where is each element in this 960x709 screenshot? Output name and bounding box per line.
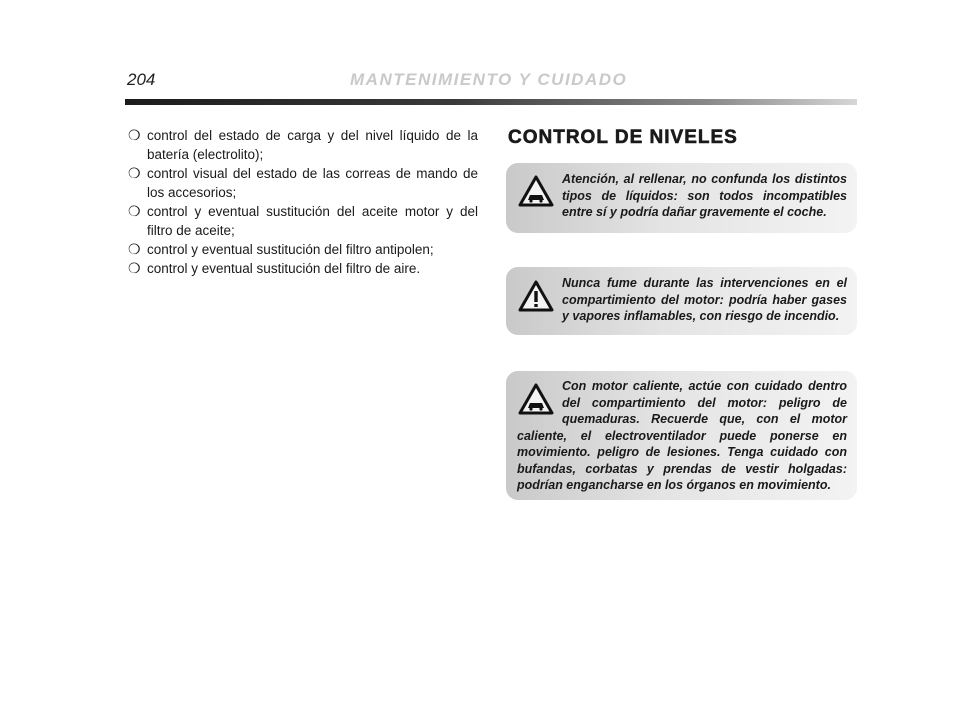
page-number: 204 xyxy=(127,70,156,89)
warning-text-wrapper xyxy=(517,378,847,494)
warning-text: Atención, al rellenar, no confunda los distintos tipos de líquidos: son todos incompatibles entre sí y podría dañar gravemente el coche. xyxy=(562,172,847,219)
list-item-text: control visual del estado de las correas de mando de los accesorios; xyxy=(147,166,478,200)
list-item xyxy=(128,164,478,202)
list-item xyxy=(128,259,478,278)
list-item xyxy=(128,240,478,259)
header-rule xyxy=(125,99,857,105)
circle-bullet-icon: ❍ xyxy=(128,260,141,276)
list-item-text: control y eventual sustitución del filtro de aire. xyxy=(147,261,421,276)
warning-text: Nunca fume durante las intervenciones en el compartimiento del motor: podría haber gases y vapores inflamables, con riesgo de incendio. xyxy=(562,276,847,323)
circle-bullet-icon: ❍ xyxy=(128,165,141,181)
warning-box-no-smoking xyxy=(506,267,857,335)
list-item xyxy=(128,126,478,164)
circle-bullet-icon: ❍ xyxy=(128,241,141,257)
warning-box-fluids xyxy=(506,163,857,233)
maintenance-checklist xyxy=(128,126,478,278)
list-item xyxy=(128,202,478,240)
warning-box-hot-engine xyxy=(506,371,857,500)
section-title-control-de-niveles: CONTROL DE NIVELES xyxy=(508,127,738,148)
circle-bullet-icon: ❍ xyxy=(128,203,141,219)
header-section-title: MANTENIMIENTO Y CUIDADO xyxy=(350,70,628,89)
list-item-text: control y eventual sustitución del aceite motor y del filtro de aceite; xyxy=(147,204,478,238)
exclamation-warning-icon xyxy=(518,280,554,312)
circle-bullet-icon: ❍ xyxy=(128,127,141,143)
car-warning-icon xyxy=(518,175,554,207)
list-item-text: control del estado de carga y del nivel líquido de la batería (electrolito); xyxy=(147,128,478,162)
list-item-text: control y eventual sustitución del filtro antipolen; xyxy=(147,242,434,257)
warning-text: Con motor caliente, actúe con cuidado dentro del compartimiento del motor: peligro de quemaduras. Recuerde que, con el motor caliente, el electroventilador puede ponerse en movimiento. peligro de lesiones. Tenga cuidado con bufandas, corbatas y prendas de vestir holgadas: podrían engancharse en los órganos en movimiento. xyxy=(517,379,847,492)
